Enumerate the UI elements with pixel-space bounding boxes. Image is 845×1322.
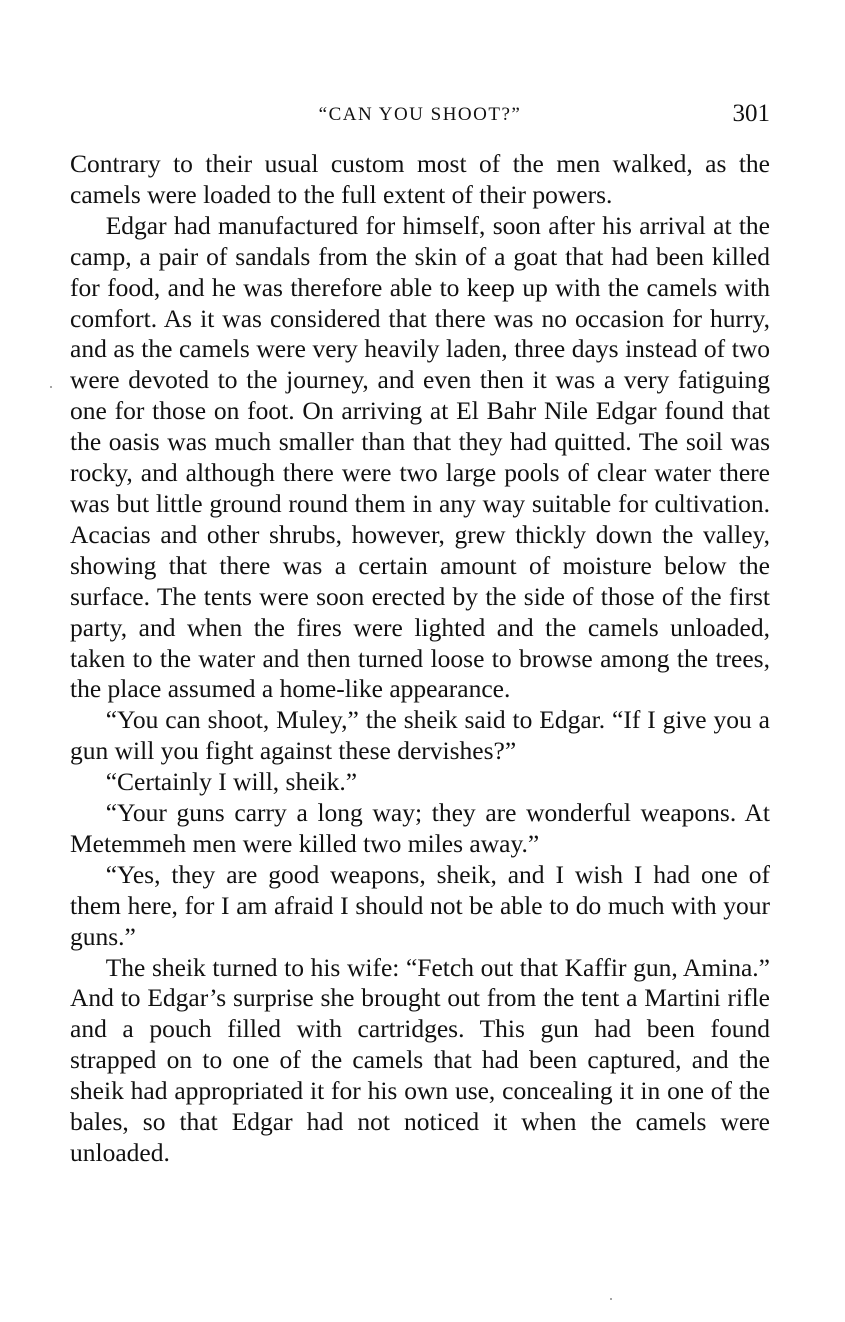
paragraph-1: Contrary to their usual custom most of the men walked, as the camels were loaded to the full extent of their powers. (70, 149, 770, 209)
paragraph-2: Edgar had manufactured for himself, soon after his arrival at the camp, a pair of sandals from the skin of a goat that had been killed for food, and he was therefore able to keep up with the camels with comfort. As it was considered that there was no occasion for hurry, and as the camels were very heavily laden, three days instead of two were devoted to the journey, and even then it was a very fatiguing one for those on foot. On arriving at El Bahr Nile Edgar found that the oasis was much smaller than that they had quitted. The soil was rocky, and although there were two large pools of clear water there was but little ground round them in any way suitable for cultivation. Acacias and other shrubs, however, grew thickly down the valley, showing that there was a certain amount of moisture below the surface. The tents were soon erected by the side of those of the first party, and when the fires were lighted and the camels unloaded, taken to the water and then turned loose to browse among the trees, the place assumed a home-like appearance. (70, 210, 770, 704)
page-number: 301 (732, 100, 770, 127)
chapter-running-title: “CAN YOU SHOOT?” (318, 104, 522, 125)
paragraph-5: “Your guns carry a long way; they are wonderful weapons. At Metemmeh men were killed two miles away.” (70, 798, 770, 858)
paragraph-6: “Yes, they are good weapons, sheik, and I wish I had one of them here, for I am afraid I should not be able to do much with your guns.” (70, 859, 770, 951)
paragraph-3: “You can shoot, Muley,” the sheik said to Edgar. “If I give you a gun will you fight against these dervishes?” (70, 705, 770, 766)
margin-speck (50, 386, 52, 388)
margin-speck (610, 1298, 612, 1300)
running-head (70, 100, 770, 136)
paragraph-4: “Certainly I will, sheik.” (105, 767, 358, 797)
paragraph-7: The sheik turned to his wife: “Fetch out that Kaffir gun, Amina.” And to Edgar’s surprise she brought out from the tent a Martini rifle and a pouch filled with cartridges. This gun had been found strapped on to one of the camels that had been captured, and the sheik had appropriated it for his own use, concealing it in one of the bales, so that Edgar had not noticed it when the camels were unloaded. (70, 952, 770, 1167)
body-text (70, 149, 770, 1169)
